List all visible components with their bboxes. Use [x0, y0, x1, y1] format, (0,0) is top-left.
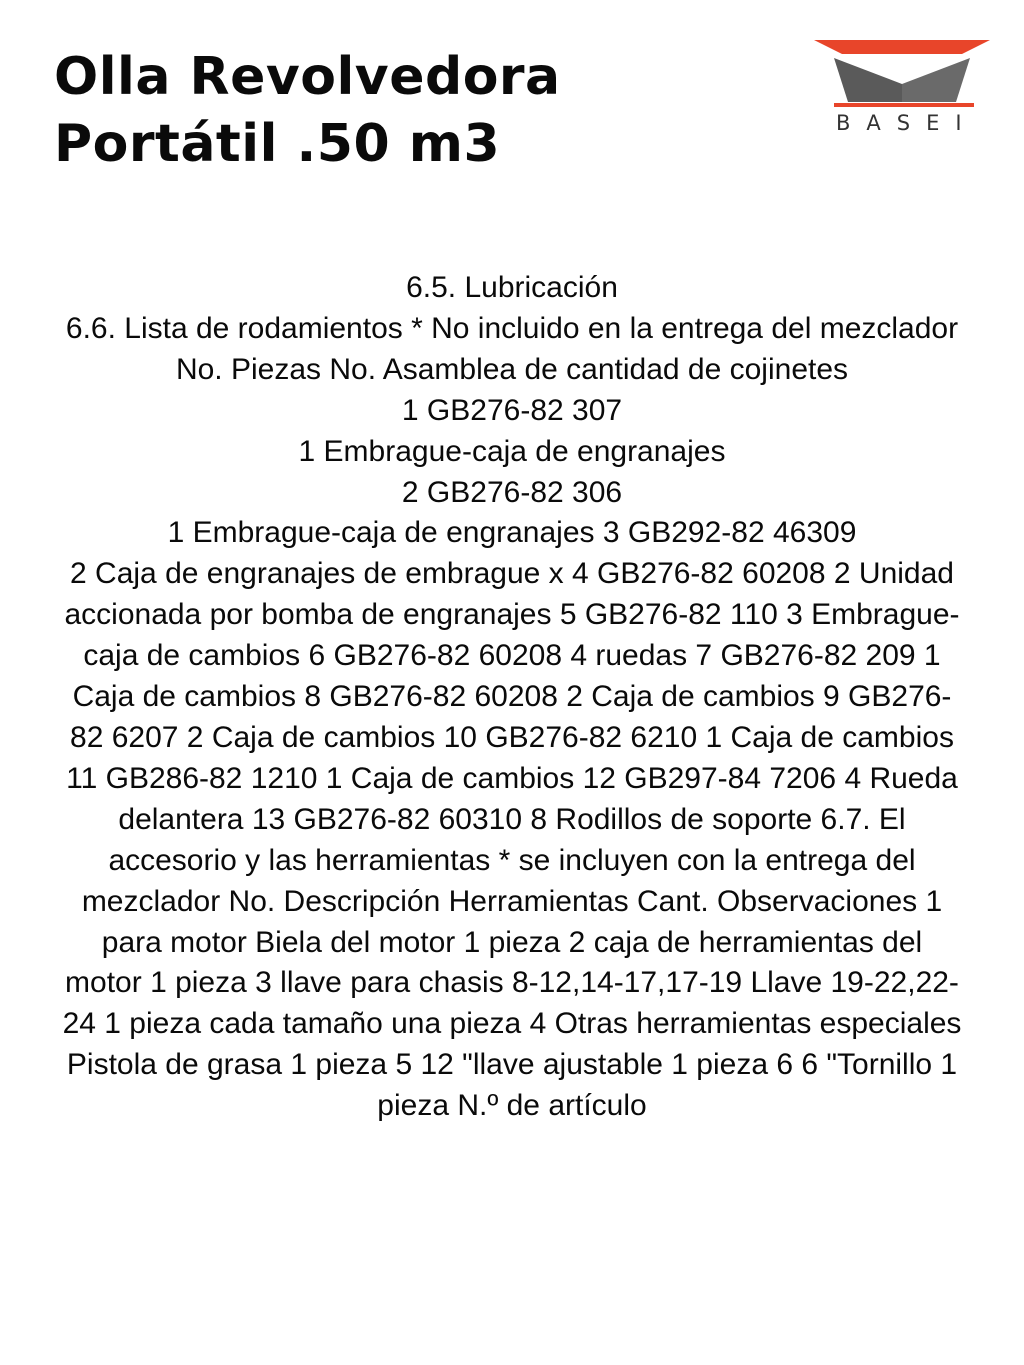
content-line: No. Piezas No. Asamblea de cantidad de cojinetes [175, 352, 849, 386]
basei-chevron-logo-icon [812, 38, 992, 110]
content-line: 1 Embrague-caja de engranajes 3 GB292-82 46309 [167, 516, 857, 550]
content-paragraph: 2 Caja de engranajes de embrague x 4 GB276-82 60208 2 Unidad accionada por bomba de engranajes 5 GB276-82 110 3 Embrague-caja de cambios 6 GB276-82 60208 4 ruedas 7 GB276-82 209 1 Caja de cambios 8 GB276-82 60208 2 Caja de cambios 9 GB276-82 6207 2 Caja de cambios 10 GB276-82 6210 1 Caja de cambios 11 GB286-82 1210 1 Caja de cambios 12 GB297-84 7206 4 Rueda delantera 13 GB276-82 60310 8 Rodillos de soporte 6.7. El accesorio y las herramientas * se incluyen con la entrega del mezclador No. Descripción Herramientas Cant. Observaciones 1 para motor Biela del motor 1 pieza 2 caja de herramientas del motor 1 pieza 3 llave para chasis 8-12,14-17,17-19 Llave 19-22,22-24 1 pieza cada tamaño una pieza 4 Otras herramientas especiales Pistola de grasa 1 pieza 5 12 "llave ajustable 1 pieza 6 6 "Tornillo 1 pieza N.º de artículo [62, 557, 962, 1123]
content-line: 6.5. Lubricación [406, 271, 618, 304]
basei-logo [812, 38, 992, 142]
content-line: 2 GB276-82 306 [401, 475, 623, 509]
content-line: 1 Embrague-caja de engranajes [298, 434, 726, 468]
slide-title-line-2: Portátil .50 m3 [54, 114, 501, 174]
content-line: 6.6. Lista de rodamientos * No incluido en la entrega del mezclador [65, 311, 959, 345]
slide-title-line-1: Olla Revolvedora [54, 47, 561, 107]
content-body [62, 268, 962, 1127]
logo-wordmark: BASEI [836, 111, 978, 135]
slide-title [54, 44, 561, 178]
content-line: 1 GB276-82 307 [401, 393, 623, 427]
